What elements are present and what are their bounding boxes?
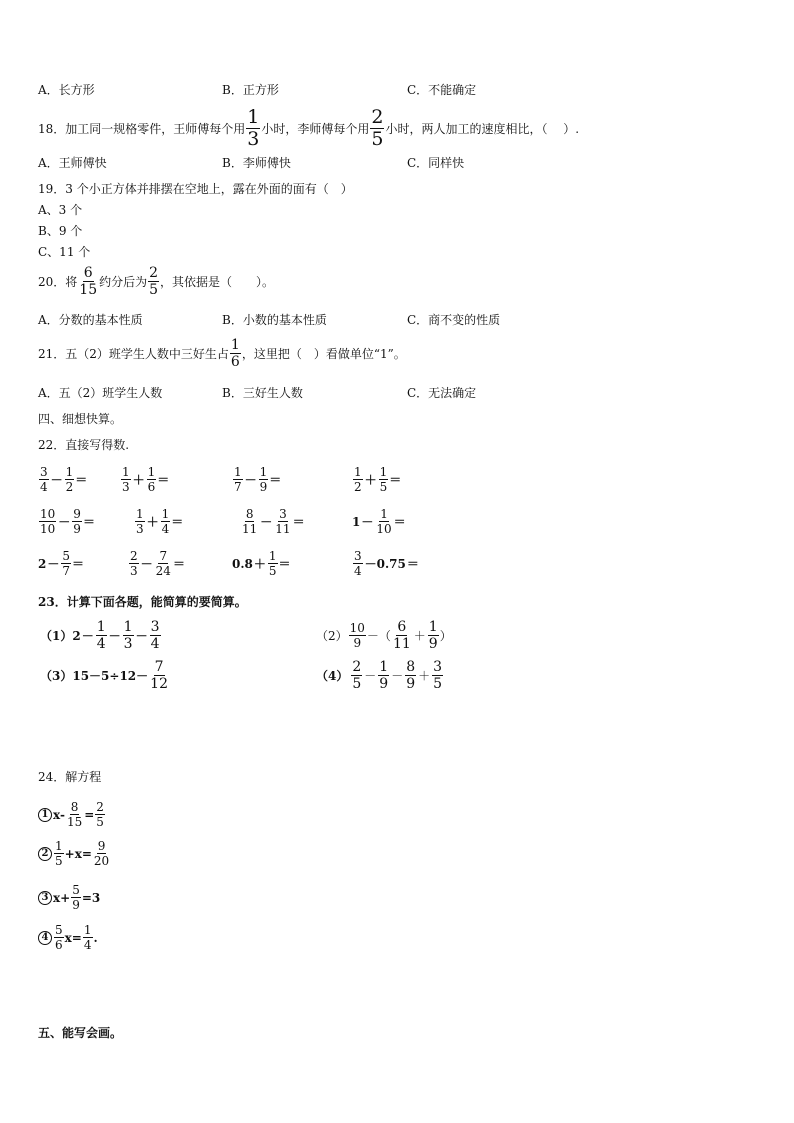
q23-e1-fraction-3: $\frac{3}{4}$ [150,619,160,652]
q20-option-b: B．小数的基本性质 [222,313,327,327]
fraction: $\frac{1}{2}$ [65,465,74,494]
q20-option-c: C．商不变的性质 [407,313,501,327]
q22-lead: 2 [38,556,47,571]
q23-expression-1: （1）2 － $\frac{1}{4}$ － $\frac{1}{3}$ － $\frac{3}{4}$ [40,619,160,652]
q22-equals: ＝ [157,472,170,487]
circled-number: 3 [38,891,52,905]
q20-fraction-2: $\frac{2}{5}$ [149,265,159,298]
circled-number: 1 [38,808,52,822]
q22-operator: － [50,472,63,487]
q22-equals: ＝ [389,472,402,487]
fraction: $\frac{1}{10}$ [376,507,392,536]
q23-e2-fraction-2: $\frac{1}{9}$ [428,619,438,652]
q24-title: 24．解方程 [38,770,102,784]
q22-item [38,466,87,493]
q24-equation-4: 4 $\frac{5}{6}$ x= $\frac{1}{4}$ . [38,924,98,951]
fraction: $\frac{1}{9}$ [259,465,268,494]
q20-option-a: A．分数的基本性质 [38,313,143,327]
fraction: $\frac{3}{4}$ [40,465,48,494]
q23-title: 23．计算下面各题，能简算的要简算。 [38,595,247,609]
circled-number: 4 [38,931,52,945]
q23-e4-fraction-3: $\frac{8}{9}$ [406,659,416,692]
q20-text-1: 20．将 [38,274,78,289]
q23-e1-label: （1）2 [40,628,81,643]
q19-option-c: C、11 个 [38,245,91,259]
q22-item [240,508,305,535]
q23-e3-fraction: $\frac{7}{12}$ [150,659,168,692]
q22-operator: ＋ [146,514,159,529]
q22-title: 22．直接写得数. [38,438,130,452]
fraction: $\frac{3}{11}$ [275,507,291,536]
q23-e4-label: （4） [316,668,349,683]
q17-option-b: B．正方形 [222,83,279,97]
q22-operator: － [361,514,374,529]
fraction: $\frac{5}{6}$ [55,923,63,952]
q17-option-a: A．长方形 [38,83,95,97]
q18-text-3: 小时，两人加工的速度相比，（ ）. [385,121,580,136]
section-5-heading: 五、能写会画。 [38,1026,123,1040]
q21-stem [38,338,406,369]
fraction: $\frac{1}{3}$ [122,465,130,494]
q23-e4-fraction-2: $\frac{1}{9}$ [379,659,389,692]
q23-e2-fraction-1: $\frac{6}{11}$ [392,619,411,652]
q18-text-1: 18．加工同一规格零件，王师傅每个用 [38,121,246,136]
fraction: $\frac{1}{4}$ [83,923,92,952]
q18-fraction-2: $\frac{2}{5}$ [371,106,384,150]
fraction: $\frac{1}{3}$ [136,507,144,536]
fraction: $\frac{9}{9}$ [73,507,81,536]
fraction: $\frac{9}{20}$ [93,839,110,868]
q18-option-c: C．同样快 [407,156,465,170]
fraction: $\frac{1}{7}$ [234,465,242,494]
fraction: $\frac{8}{11}$ [242,507,258,536]
fraction: $\frac{1}{2}$ [354,465,362,494]
q22-item [134,508,183,535]
q22-item [128,550,185,577]
q22-item [232,550,291,577]
q22-equals: ＝ [278,556,291,571]
fraction: $\frac{8}{15}$ [66,800,83,829]
fraction: $\frac{1}{5}$ [268,549,277,578]
q22-operator: － [140,556,153,571]
q23-e1-fraction-1: $\frac{1}{4}$ [96,619,106,652]
q22-equals: ＝ [72,556,85,571]
q22-equals: ＝ [269,472,282,487]
q23-e2-label: （2） [316,628,348,643]
q22-equals: ＝ [406,556,419,571]
q22-equals: ＝ [75,472,88,487]
q22-operator: －0.75 [364,556,406,571]
q20-fraction-1: $\frac{6}{15}$ [79,265,98,298]
q22-operator: － [244,472,257,487]
fraction: $\frac{7}{24}$ [155,549,171,578]
q23-e3-label: （3）15－5÷12－ [40,668,149,683]
q17-option-c: C．不能确定 [407,83,477,97]
q22-item [352,466,401,493]
q22-operator: － [58,514,71,529]
q20-stem [38,266,274,297]
q21-option-b: B．三好生人数 [222,386,303,400]
fraction: $\frac{5}{7}$ [62,549,71,578]
q22-item [38,508,95,535]
q23-expression-2: （2） $\frac{10}{9}$ －（ $\frac{6}{11}$ ＋ $\frac{1}{9}$ ） [316,619,452,652]
q21-text-2: ，这里把（ ）看做单位“1”。 [241,346,406,361]
q18-option-b: B．李师傅快 [222,156,291,170]
q22-item [120,466,169,493]
q19-option-b: B、9 个 [38,224,83,238]
q20-text-2: 约分后为 [99,274,148,289]
q18-stem [38,108,579,149]
q22-operator: ＋ [253,556,266,571]
q24-equation-2: 2 $\frac{1}{5}$ +x= $\frac{9}{20}$ [38,840,111,867]
q21-fraction: $\frac{1}{6}$ [230,337,240,370]
fraction: $\frac{1}{6}$ [147,465,156,494]
fraction: $\frac{5}{9}$ [72,883,80,912]
q22-operator: － [260,514,273,529]
q18-fraction-1: $\frac{1}{3}$ [247,106,260,150]
q22-equals: ＝ [172,556,185,571]
q23-expression-4: （4） $\frac{2}{5}$ － $\frac{1}{9}$ － $\frac{8}{9}$ ＋ $\frac{3}{5}$ [316,659,443,692]
q22-operator: ＋ [364,472,377,487]
fraction: $\frac{2}{3}$ [130,549,138,578]
q22-lead: 0.8 [232,556,253,571]
q23-e4-fraction-4: $\frac{3}{5}$ [433,659,443,692]
q22-operator: ＋ [132,472,145,487]
q24-equation-1: 1 x- $\frac{8}{15}$ = $\frac{2}{5}$ [38,801,106,828]
q19-stem: 19．3 个小正方体并排摆在空地上，露在外面的面有（ ） [38,182,353,196]
q22-equals: ＝ [292,514,305,529]
circled-number: 2 [38,847,52,861]
section-4-heading: 四、细想快算。 [38,412,123,426]
q22-item [232,466,281,493]
q22-equals: ＝ [171,514,184,529]
q22-equals: ＝ [82,514,95,529]
fraction: $\frac{1}{4}$ [161,507,170,536]
q21-option-a: A．五（2）班学生人数 [38,386,163,400]
q22-item [352,508,406,535]
fraction: $\frac{10}{10}$ [40,507,56,536]
fraction: $\frac{3}{4}$ [354,549,362,578]
q24-equation-3: 3 x+ $\frac{5}{9}$ =3 [38,884,100,911]
fraction: $\frac{1}{5}$ [379,465,388,494]
q23-e1-fraction-2: $\frac{1}{3}$ [123,619,133,652]
q23-e2-fraction-0: $\frac{10}{9}$ [349,621,365,650]
q18-text-2: 小时，李师傅每个用 [261,121,370,136]
q21-text-1: 21．五（2）班学生人数中三好生占 [38,346,229,361]
q22-equals: ＝ [393,514,406,529]
q23-expression-3 [40,660,170,691]
q21-option-c: C．无法确定 [407,386,477,400]
q22-item [38,550,84,577]
q18-option-a: A．王师傅快 [38,156,107,170]
q22-operator: － [47,556,60,571]
fraction: $\frac{2}{5}$ [96,800,104,829]
q22-lead: 1 [352,514,361,529]
q23-e4-fraction-1: $\frac{2}{5}$ [352,659,362,692]
q19-option-a: A、3 个 [38,203,83,217]
fraction: $\frac{1}{5}$ [55,839,63,868]
q20-text-3: ，其依据是（ ）。 [160,274,275,289]
q22-item [352,550,419,577]
